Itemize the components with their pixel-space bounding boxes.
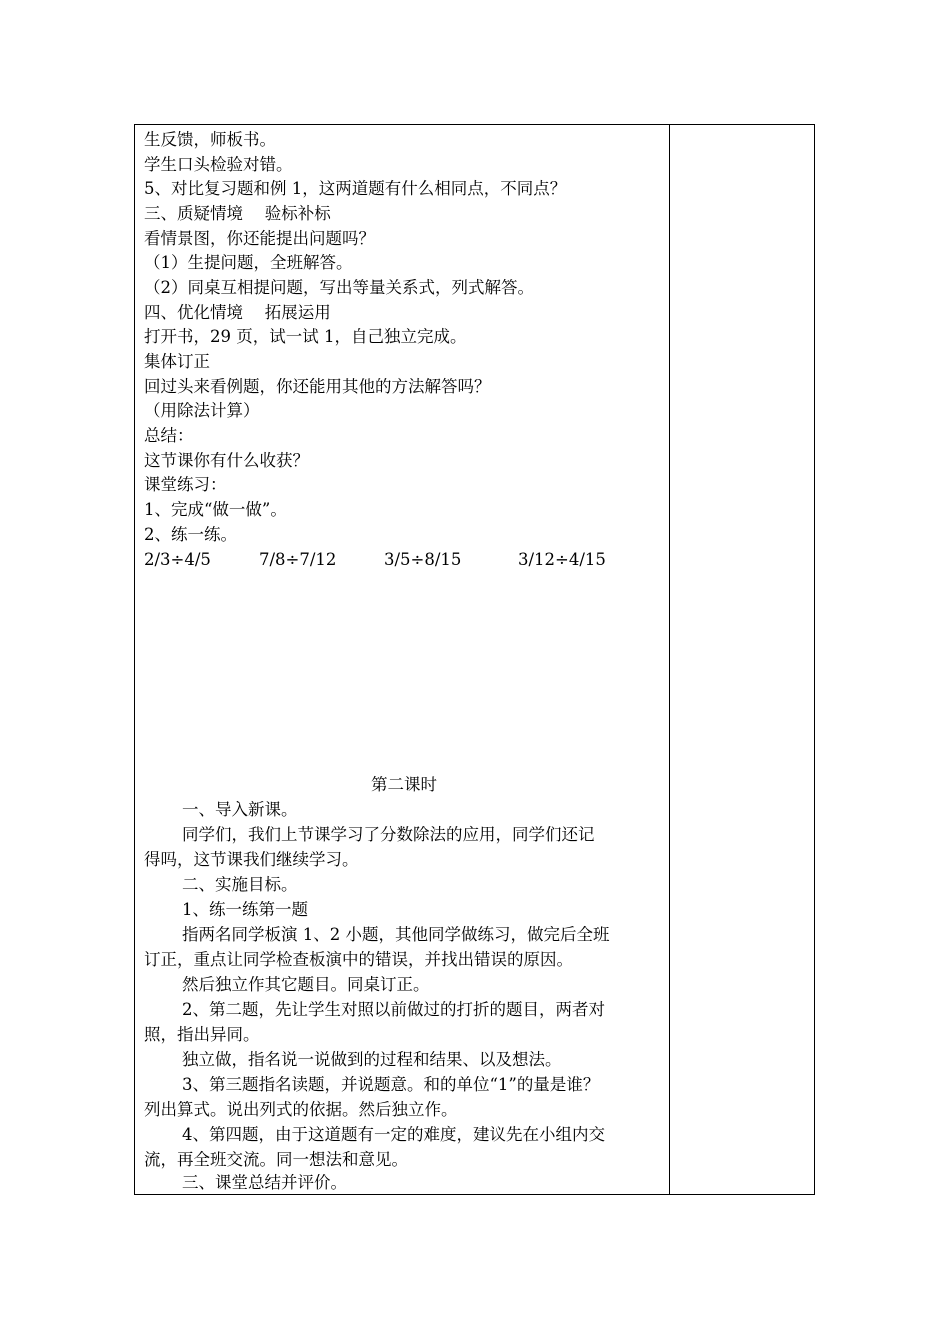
text-line: 5、对比复习题和例 1，这两道题有什么相同点，不同点？ xyxy=(144,179,567,198)
text-line: 回过头来看例题，你还能用其他的方法解答吗？ xyxy=(144,377,491,396)
text-line: 1、完成“做一做”。 xyxy=(144,500,287,519)
text-line: 独立做，指名说一说做到的过程和结果、以及想法。 xyxy=(182,1050,562,1069)
text-line: 3、第三题指名读题，并说题意。和的单位“1”的量是谁？ xyxy=(182,1075,600,1094)
lesson-plan-table xyxy=(134,124,815,1195)
lesson2-title: 第二课时 xyxy=(371,775,437,794)
section-heading: 四、优化情境 拓展运用 xyxy=(144,303,331,322)
text-line: 学生口头检验对错。 xyxy=(144,155,293,174)
exercise-item: 3/12÷4/15 xyxy=(518,550,606,569)
text-line: 2、第二题，先让学生对照以前做过的打折的题目，两者对 xyxy=(182,1000,605,1019)
lesson-content-cell xyxy=(144,125,664,1194)
exercise-item: 2/3÷4/5 xyxy=(144,550,211,569)
exercise-item: 7/8÷7/12 xyxy=(259,550,337,569)
text-line: 流，再全班交流。同一想法和意见。 xyxy=(144,1150,408,1169)
section-heading: 一、导入新课。 xyxy=(182,800,298,819)
text-line: 看情景图，你还能提出问题吗？ xyxy=(144,229,375,248)
notes-cell xyxy=(670,125,815,1194)
text-line: 生反馈，师板书。 xyxy=(144,130,276,149)
text-line: （2）同桌互相提问题，写出等量关系式，列式解答。 xyxy=(144,278,534,297)
text-line: （用除法计算） xyxy=(144,401,260,420)
text-line: 1、练一练第一题 xyxy=(182,900,308,919)
text-line: 指两名同学板演 1、2 小题，其他同学做练习，做完后全班 xyxy=(182,925,610,944)
text-line: （1）生提问题，全班解答。 xyxy=(144,253,353,272)
section-heading: 二、实施目标。 xyxy=(182,875,298,894)
exercise-item: 3/5÷8/15 xyxy=(384,550,462,569)
text-line: 照，指出异同。 xyxy=(144,1025,260,1044)
text-line: 同学们，我们上节课学习了分数除法的应用，同学们还记 xyxy=(182,825,595,844)
section-heading: 三、课堂总结并评价。 xyxy=(182,1173,347,1192)
text-line: 订正，重点让同学检查板演中的错误，并找出错误的原因。 xyxy=(144,950,573,969)
section-heading: 三、质疑情境 验标补标 xyxy=(144,204,331,223)
text-line: 2、练一练。 xyxy=(144,525,237,544)
text-line: 打开书，29 页，试一试 1，自己独立完成。 xyxy=(144,327,467,346)
text-line: 总结： xyxy=(144,426,194,445)
text-line: 4、第四题，由于这道题有一定的难度，建议先在小组内交 xyxy=(182,1125,605,1144)
text-line: 课堂练习： xyxy=(144,475,227,494)
text-line: 这节课你有什么收获？ xyxy=(144,451,309,470)
text-line: 列出算式。说出列式的依据。然后独立作。 xyxy=(144,1100,458,1119)
text-line: 得吗，这节课我们继续学习。 xyxy=(144,850,359,869)
text-line: 集体订正 xyxy=(144,352,210,371)
text-line: 然后独立作其它题目。同桌订正。 xyxy=(182,975,430,994)
